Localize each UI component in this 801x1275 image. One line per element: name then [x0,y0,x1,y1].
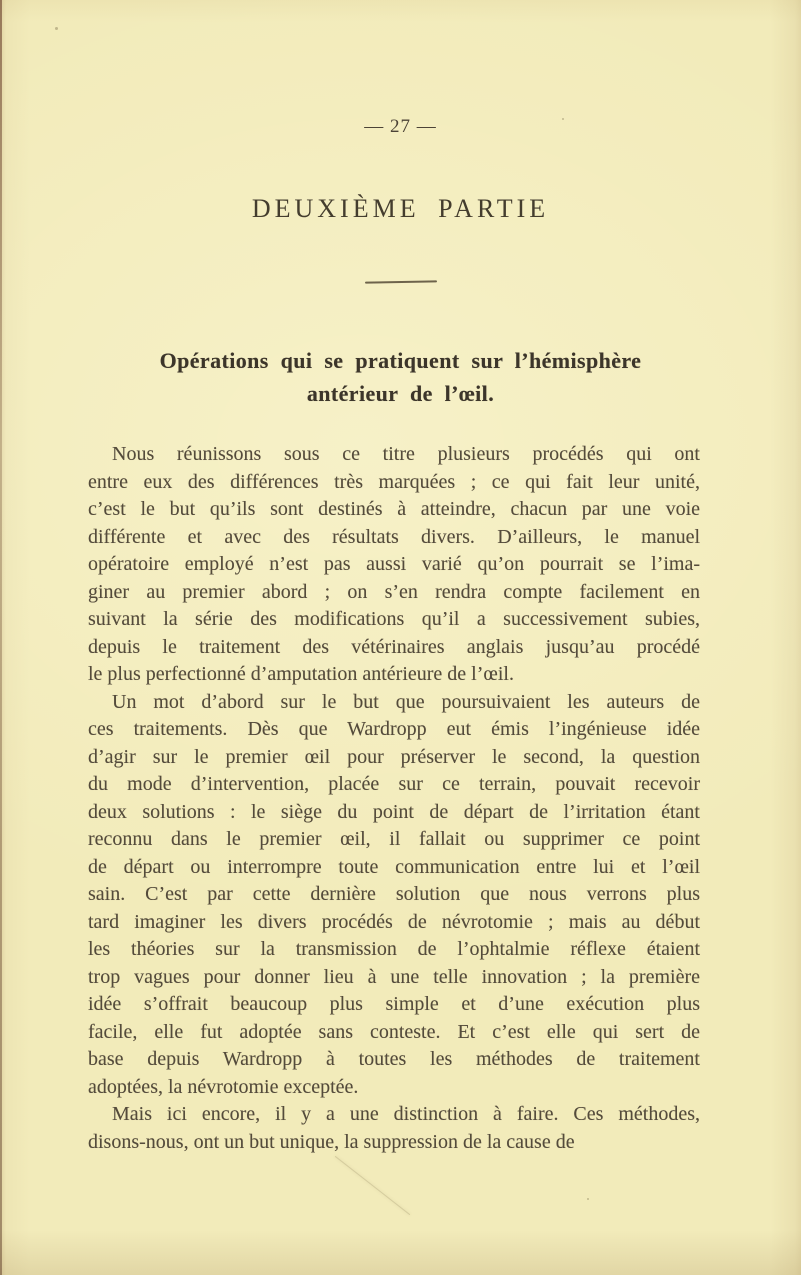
text-line: entre eux des différences très marquées ; ce qui fait leur unité, [88,470,700,493]
text-line: idée s’offrait beaucoup plus simple et d’une exécution plus [88,993,700,1015]
text-line: Un mot d’abord sur le but que poursuivaient les auteurs de [112,690,700,713]
section-heading-line-1: Opérations qui se pratiquent sur l’hémisphère [159,348,642,373]
paper-speck [55,27,58,30]
paper-speck [587,1198,589,1200]
text-line: disons-nous, ont un but unique, la suppression de la cause de [88,1130,575,1153]
page-edge-shadow [0,0,2,1275]
text-line: le plus perfectionné d’amputation antérieure de l’œil. [88,663,514,685]
page-number: — 27 — [364,116,437,137]
body-text [88,441,700,1156]
text-line: différente et avec des résultats divers. D’ailleurs, le manuel [88,525,700,548]
paper-speck [562,118,564,120]
section-heading-line-2: antérieur de l’œil. [306,381,495,406]
text-line: c’est le but qu’ils sont destinés à atteindre, chacun par une voie [88,498,700,520]
text-line: les théories sur la transmission de l’ophtalmie réflexe étaient [88,938,700,960]
text-line: depuis le traitement des vétérinaires anglais jusqu’au procédé [88,635,700,658]
text-line: tard imaginer les divers procédés de névrotomie ; mais au début [88,910,700,933]
text-line: facile, elle fut adoptée sans conteste. Et c’est elle qui sert de [88,1020,700,1043]
text-line: reconnu dans le premier œil, il fallait ou supprimer ce point [88,828,700,850]
section-divider-rule [364,280,436,283]
text-line: adoptées, la névrotomie exceptée. [88,1075,359,1098]
text-line: ces traitements. Dès que Wardropp eut émis l’ingénieuse idée [88,718,700,740]
text-line: Mais ici encore, il y a une distinction à faire. Ces méthodes, [112,1103,700,1125]
text-line: de départ ou interrompre toute communication entre lui et l’œil [88,855,700,878]
text-line: Nous réunissons sous ce titre plusieurs procédés qui ont [112,443,700,465]
text-line: du mode d’intervention, placée sur ce terrain, pouvait recevoir [88,773,700,795]
section-heading [0,344,801,410]
text-line: suivant la série des modifications qu’il a successivement subies, [88,608,700,630]
text-line: opératoire employé n’est pas aussi varié qu’on pourrait se l’ima- [88,553,700,575]
paper-crease [335,1156,410,1215]
text-line: trop vagues pour donner lieu à une telle innovation ; la première [88,965,700,988]
text-line: d’agir sur le premier œil pour préserver le second, la question [88,745,700,768]
text-line: sain. C’est par cette dernière solution que nous verrons plus [88,883,700,905]
text-line: giner au premier abord ; on s’en rendra compte facilement en [88,580,700,603]
part-title: DEUXIÈME PARTIE [251,194,550,223]
text-line: deux solutions : le siège du point de départ de l’irritation étant [88,800,700,823]
text-line: base depuis Wardropp à toutes les méthodes de traitement [88,1048,700,1070]
